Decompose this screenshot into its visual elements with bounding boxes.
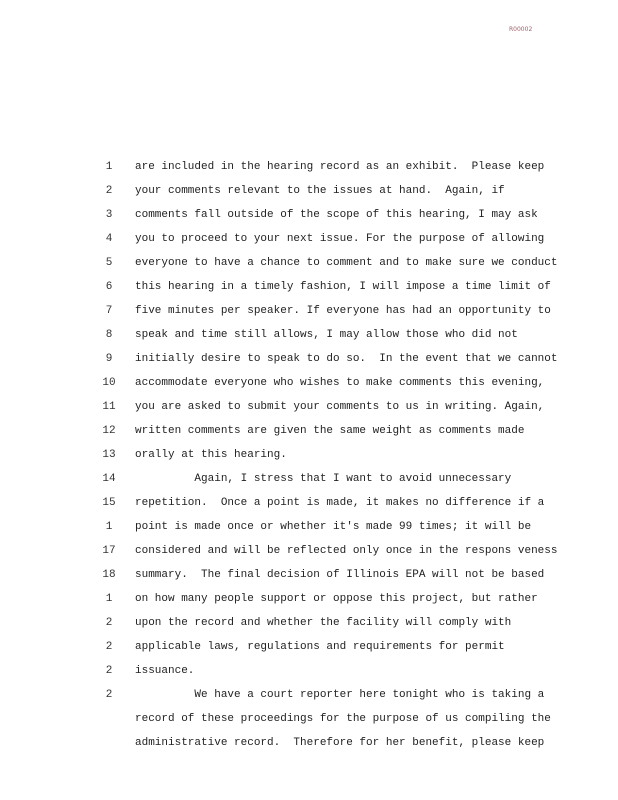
line-text: everyone to have a chance to comment and to make sure we conduct [135, 257, 558, 269]
line-number: 1 [105, 521, 113, 533]
line-text: repetition. Once a point is made, it makes no difference if a [135, 497, 545, 509]
transcript-line [0, 398, 618, 416]
transcript-line [0, 638, 618, 656]
transcript-line [0, 182, 618, 200]
line-text: initially desire to speak to do so. In the event that we cannot [135, 353, 558, 365]
transcript-line [0, 230, 618, 248]
line-number: 2 [105, 185, 113, 197]
transcript-line [0, 470, 618, 488]
transcript-line [0, 542, 618, 560]
transcript-line [0, 374, 618, 392]
line-number: 11 [102, 401, 116, 413]
line-text: accommodate everyone who wishes to make comments this evening, [135, 377, 545, 389]
line-number: 8 [105, 329, 113, 341]
line-text: are included in the hearing record as an exhibit. Please keep [135, 161, 545, 173]
transcript-line [0, 614, 618, 632]
line-number: 4 [105, 233, 113, 245]
line-text: orally at this hearing. [135, 449, 287, 461]
line-number: 10 [102, 377, 116, 389]
line-text: issuance. [135, 665, 195, 677]
line-number: 2 [105, 641, 113, 653]
line-text: your comments relevant to the issues at hand. Again, if [135, 185, 505, 197]
line-text: you to proceed to your next issue. For the purpose of allowing [135, 233, 545, 245]
transcript-line [0, 158, 618, 176]
transcript-line [0, 326, 618, 344]
line-text: you are asked to submit your comments to us in writing. Again, [135, 401, 545, 413]
line-text: summary. The final decision of Illinois EPA will not be based [135, 569, 545, 581]
line-text: We have a court reporter here tonight who is taking a [135, 689, 545, 701]
page-stamp: R00002 [509, 26, 533, 33]
line-number: 17 [102, 545, 116, 557]
line-text: comments fall outside of the scope of this hearing, I may ask [135, 209, 538, 221]
line-number: 6 [105, 281, 113, 293]
line-text: considered and will be reflected only once in the respons veness [135, 545, 558, 557]
line-number: 2 [105, 665, 113, 677]
line-text: speak and time still allows, I may allow those who did not [135, 329, 518, 341]
line-text: administrative record. Therefore for her benefit, please keep [135, 737, 545, 749]
transcript-line [0, 446, 618, 464]
line-number: 7 [105, 305, 113, 317]
line-number: 3 [105, 209, 113, 221]
transcript-line [0, 710, 618, 728]
line-text: Again, I stress that I want to avoid unnecessary [135, 473, 512, 485]
line-number: 2 [105, 689, 113, 701]
line-text: written comments are given the same weight as comments made [135, 425, 525, 437]
line-number: 1 [105, 593, 113, 605]
line-text: upon the record and whether the facility will comply with [135, 617, 512, 629]
transcript-line [0, 662, 618, 680]
transcript-line [0, 734, 618, 752]
line-number: 15 [102, 497, 116, 509]
line-text: applicable laws, regulations and requirements for permit [135, 641, 505, 653]
line-number: 12 [102, 425, 116, 437]
line-text: point is made once or whether it's made 99 times; it will be [135, 521, 532, 533]
line-number: 1 [105, 161, 113, 173]
line-number: 14 [102, 473, 116, 485]
transcript-line [0, 686, 618, 704]
transcript-line [0, 590, 618, 608]
transcript-line [0, 422, 618, 440]
line-number: 9 [105, 353, 113, 365]
transcript-line [0, 350, 618, 368]
transcript-line [0, 278, 618, 296]
transcript-line [0, 494, 618, 512]
line-text: this hearing in a timely fashion, I will impose a time limit of [135, 281, 551, 293]
line-number: 18 [102, 569, 116, 581]
line-text: five minutes per speaker. If everyone has had an opportunity to [135, 305, 551, 317]
line-text: record of these proceedings for the purpose of us compiling the [135, 713, 551, 725]
line-number: 13 [102, 449, 116, 461]
transcript-line [0, 566, 618, 584]
transcript-line [0, 206, 618, 224]
line-number: 5 [105, 257, 113, 269]
line-text: on how many people support or oppose this project, but rather [135, 593, 538, 605]
transcript-line [0, 254, 618, 272]
transcript-line [0, 518, 618, 536]
transcript-line [0, 302, 618, 320]
line-number: 2 [105, 617, 113, 629]
